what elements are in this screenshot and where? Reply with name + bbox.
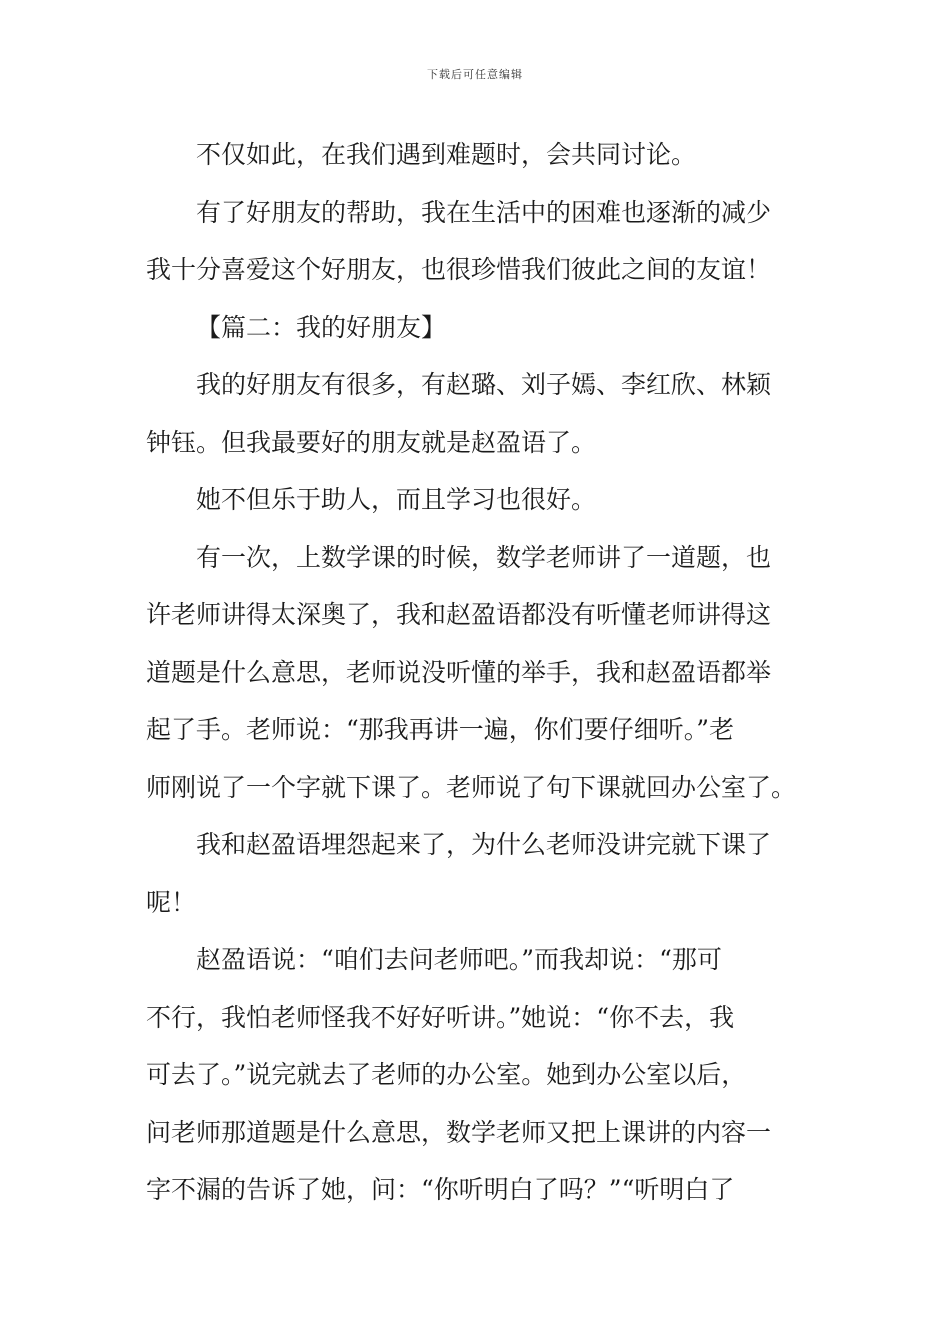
text-line: 有了好朋友的帮助，我在生活中的困难也逐渐的减少 <box>196 197 772 227</box>
document-body <box>146 126 806 1219</box>
text-line: 我的好朋友有很多，有赵璐、刘子嫣、李红欣、林颖 <box>196 370 772 399</box>
page-header: 下载后可任意编辑 <box>427 68 523 81</box>
text-line: 呢！ <box>146 887 197 917</box>
text-line: 不仅如此，在我们遇到难题时，会共同讨论。 <box>196 140 697 169</box>
text-line: 她不但乐于助人，而且学习也很好。 <box>196 485 597 514</box>
text-line: 许老师讲得太深奥了，我和赵盈语都没有听懂老师讲得这 <box>146 600 772 629</box>
text-line: 问老师那道题是什么意思，数学老师又把上课讲的内容一 <box>146 1117 772 1147</box>
text-line: 有一次，上数学课的时候，数学老师讲了一道题，也 <box>196 542 772 572</box>
text-line: 起了手。老师说：“那我再讲一遍，你们要仔细听。”老 <box>146 715 735 744</box>
text-line: 字不漏的告诉了她，问：“你听明白了吗？”“听明白了 <box>146 1175 735 1204</box>
text-line: 我十分喜爱这个好朋友，也很珍惜我们彼此之间的友谊！ <box>146 255 772 284</box>
text-line: 不行，我怕老师怪我不好好听讲。”她说：“你不去，我 <box>146 1002 735 1032</box>
text-line: 赵盈语说：“咱们去问老师吧。”而我却说：“那可 <box>196 945 722 974</box>
text-line: 钟钰。但我最要好的朋友就是赵盈语了。 <box>146 427 597 457</box>
section-heading: 【篇二：我的好朋友】 <box>196 312 447 342</box>
text-line: 我和赵盈语埋怨起来了，为什么老师没讲完就下课了 <box>196 830 772 859</box>
text-line: 可去了。”说完就去了老师的办公室。她到办公室以后， <box>146 1060 747 1089</box>
text-line: 道题是什么意思，老师说没听懂的举手，我和赵盈语都举 <box>146 657 772 687</box>
text-line: 师刚说了一个字就下课了。老师说了句下课就回办公室了。 <box>146 772 797 802</box>
